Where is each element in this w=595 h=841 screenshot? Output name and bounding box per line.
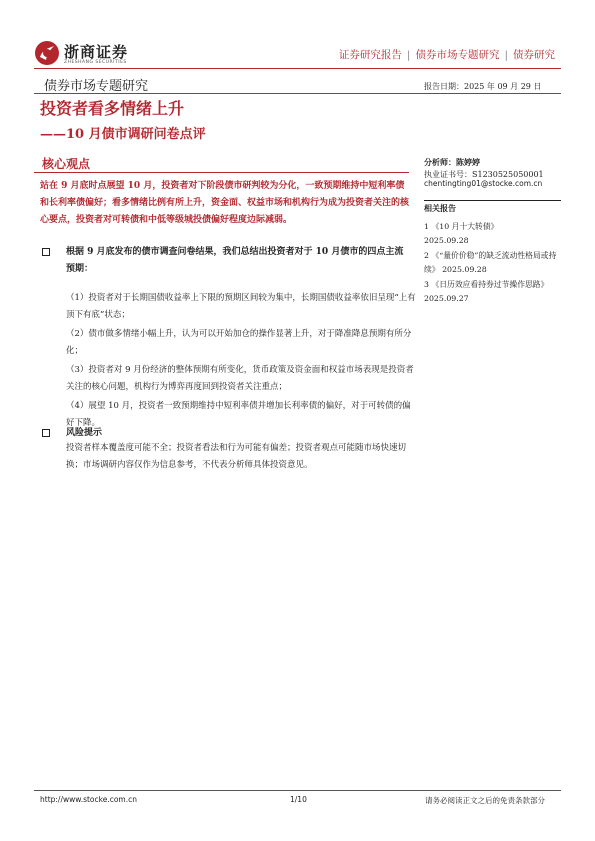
logo-subtext: ZHESHANG SECURITIES <box>64 60 127 65</box>
related-report-date: 2025.09.28 <box>424 235 469 245</box>
report-subtitle: ——10 月债市调研问卷点评 <box>40 127 206 142</box>
analyst-email[interactable]: chentingting01@stocke.com.cn <box>424 179 543 188</box>
core-summary: 站在 9 月底时点展望 10 月，投资者对下阶段债市研判较为分化，一致预期维持中短利率债和长利率债偏好；看多情绪比例有所上升，资金面、权益市场和机构行为成为投资者关注的核心要点，投资者对可转债和中低等级城投债偏好程度边际减弱。 <box>40 181 410 225</box>
square-bullet-icon <box>42 429 50 437</box>
related-report-item[interactable] <box>424 278 561 305</box>
related-report-title: 2 《“量价价稳”的缺乏流动性格局或持续》 <box>424 251 557 274</box>
report-date: 报告日期：2025 年 09 月 29 日 <box>424 82 542 91</box>
logo-mark-icon <box>34 40 60 66</box>
expectations-list <box>66 290 418 434</box>
core-views-heading: 核心观点 <box>42 157 91 171</box>
logo-text: 浙商证券 <box>64 43 129 61</box>
related-report-title: 3 《日历效应看持券过节操作思路》 <box>424 280 549 289</box>
nav-item-research: 证券研究报告 <box>338 49 402 61</box>
nav-separator: | <box>406 49 411 61</box>
footer-disclaimer: 请务必阅读正文之后的免责条款部分 <box>425 796 545 805</box>
footer-website-link[interactable]: http://www.stocke.com.cn <box>40 795 137 804</box>
square-bullet-icon <box>42 248 50 256</box>
list-item: （1）投资者对于长期国债收益率上下限的预期区间较为集中，长期国债收益率依旧呈现“上有顶下有底”状态； <box>66 293 416 320</box>
related-report-date: 2025.09.27 <box>424 293 469 303</box>
related-reports-list <box>424 220 561 307</box>
footer-divider <box>34 790 561 791</box>
risk-text: 投资者样本覆盖度可能不全；投资者看法和行为可能有偏差；投资者观点可能随市场快速切换；市场调研内容仅作为信息参考，不代表分析师具体投资意见。 <box>66 443 407 470</box>
related-reports-heading: 相关报告 <box>424 203 456 213</box>
analyst-name: 分析师：陈婷婷 <box>424 157 480 167</box>
list-item: （3）投资者对 9 月份经济的整体预期有所变化，货币政策及资金面和权益市场表现是投资者关注的核心问题，机构行为博弈再度回到投资者关注重点； <box>66 365 414 392</box>
list-item: （2）债市做多情绪小幅上升，认为可以开始加仓的操作显著上升，对于降准降息预期有所分化； <box>66 329 412 356</box>
related-divider <box>424 200 561 201</box>
list-item: （4）展望 10 月，投资者一致预期维持中短利率债并增加长利率债的偏好，对于可转债的偏好下降。 <box>66 401 411 428</box>
page-number: 1/10 <box>290 795 307 804</box>
related-report-item[interactable] <box>424 220 561 247</box>
header-divider <box>34 68 561 69</box>
expectations-lead: 根据 9 月底发布的债市调查问卷结果，我们总结出投资者对于 10 月债市的四点主流预期： <box>66 247 404 274</box>
report-title: 投资者看多情绪上升 <box>40 99 185 118</box>
nav-separator: | <box>504 49 508 61</box>
core-views-divider <box>34 172 409 173</box>
series-divider <box>34 93 561 94</box>
nav-item-bond-research: 债券研究 <box>513 49 555 61</box>
report-series: 债券市场专题研究 <box>44 79 149 94</box>
analyst-license: 执业证书号：S1230525050001 <box>424 170 544 179</box>
risk-heading: 风险提示 <box>66 428 103 438</box>
related-report-title: 1 《10 月十大转债》 <box>424 222 499 231</box>
related-report-date: 2025.09.28 <box>442 264 487 274</box>
report-category-nav <box>339 47 555 62</box>
nav-item-bond-market: 债券市场专题研究 <box>415 49 500 61</box>
related-report-item[interactable] <box>424 249 561 276</box>
